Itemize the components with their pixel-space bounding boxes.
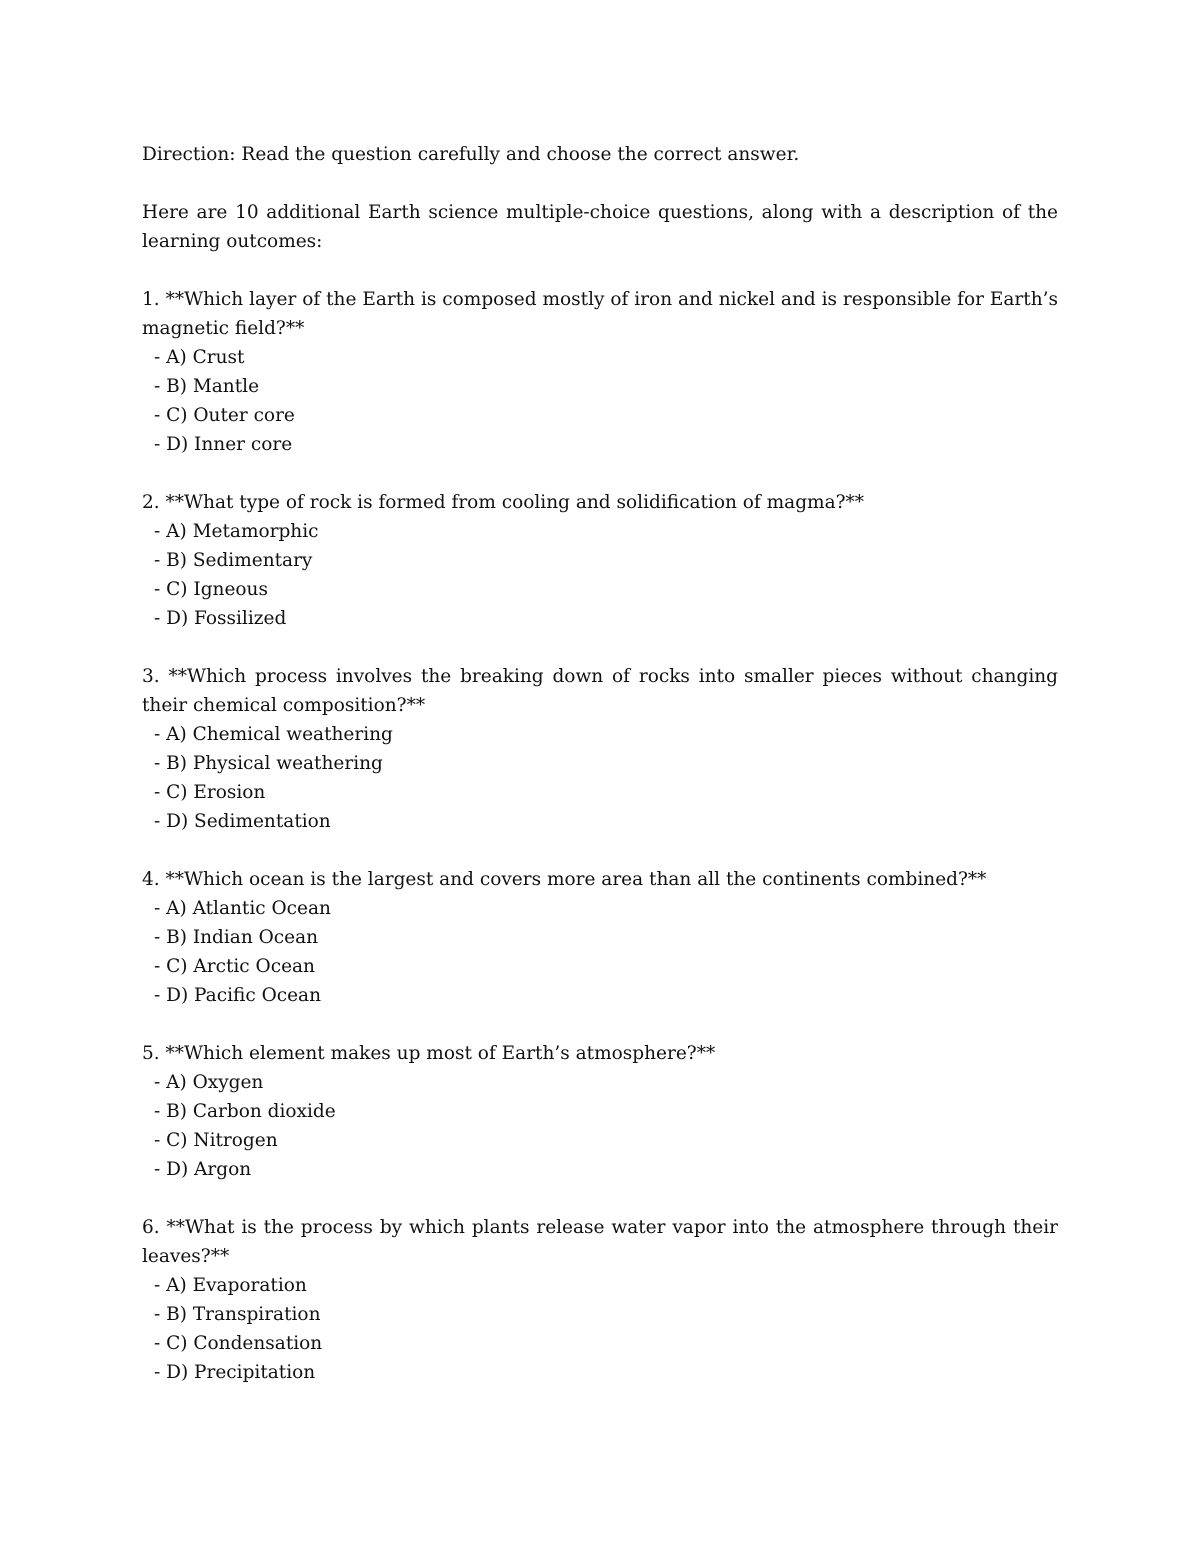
option-a: - A) Evaporation [154,1275,307,1296]
option-b: - B) Carbon dioxide [154,1101,336,1122]
option-d: - D) Argon [154,1159,252,1180]
option-b: - B) Physical weathering [154,753,383,774]
question-text: 5. **Which element makes up most of Earth’s atmosphere?** [142,1043,716,1064]
question-3 [142,662,1058,836]
question-5 [142,1039,1058,1184]
option-list [142,1068,1058,1184]
option-b: - B) Indian Ocean [154,927,319,948]
option-c: - C) Arctic Ocean [154,956,315,977]
option-c: - C) Igneous [154,579,268,600]
option-d: - D) Inner core [154,434,293,455]
option-b: - B) Mantle [154,376,260,397]
option-c: - C) Erosion [154,782,266,803]
direction-text: Direction: Read the question carefully and choose the correct answer. [142,144,800,165]
option-list [142,1271,1058,1387]
question-1 [142,285,1058,459]
option-b: - B) Transpiration [154,1304,321,1325]
question-4 [142,865,1058,1010]
intro-paragraph: Here are 10 additional Earth science multiple-choice questions, along with a description of the learning outcomes: [142,202,1058,252]
option-a: - A) Atlantic Ocean [154,898,331,919]
option-d: - D) Fossilized [154,608,287,629]
option-a: - A) Metamorphic [154,521,319,542]
option-d: - D) Precipitation [154,1362,316,1383]
question-text: 1. **Which layer of the Earth is composed mostly of iron and nickel and is responsible for Earth’s magnetic field?** [142,289,1058,339]
option-b: - B) Sedimentary [154,550,313,571]
question-text: 2. **What type of rock is formed from cooling and solidification of magma?** [142,492,865,513]
question-6 [142,1213,1058,1387]
option-a: - A) Oxygen [154,1072,264,1093]
document-page [142,140,1058,1416]
option-c: - C) Outer core [154,405,295,426]
option-list [142,517,1058,633]
option-a: - A) Chemical weathering [154,724,393,745]
option-list [142,343,1058,459]
option-list [142,894,1058,1010]
option-d: - D) Sedimentation [154,811,331,832]
question-text: 4. **Which ocean is the largest and covers more area than all the continents combined?** [142,869,987,890]
option-a: - A) Crust [154,347,245,368]
question-text: 6. **What is the process by which plants release water vapor into the atmosphere through their leaves?** [142,1217,1058,1267]
option-d: - D) Pacific Ocean [154,985,321,1006]
question-2 [142,488,1058,633]
question-text: 3. **Which process involves the breaking down of rocks into smaller pieces without changing their chemical composition?** [142,666,1058,716]
option-c: - C) Condensation [154,1333,323,1354]
option-c: - C) Nitrogen [154,1130,278,1151]
option-list [142,720,1058,836]
